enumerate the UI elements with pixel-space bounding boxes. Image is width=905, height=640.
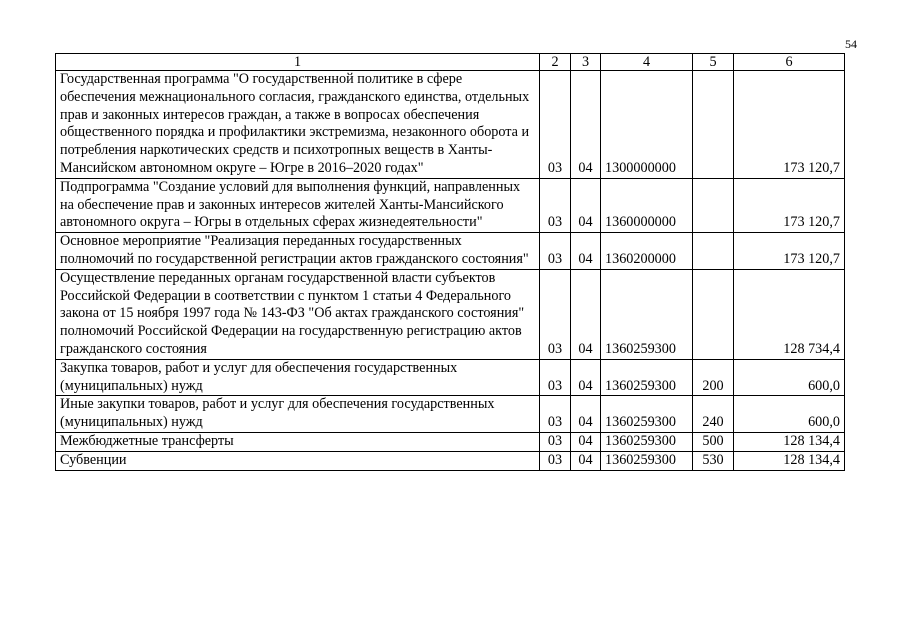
section-code: 03 [540, 178, 571, 232]
expense-type-code [693, 233, 734, 270]
section-code: 03 [540, 269, 571, 359]
amount: 173 120,7 [734, 178, 845, 232]
expense-type-code [693, 269, 734, 359]
target-article-code: 1360259300 [601, 359, 693, 396]
table-row [56, 396, 845, 433]
target-article-code: 1360259300 [601, 269, 693, 359]
table-row [56, 359, 845, 396]
row-name: Иные закупки товаров, работ и услуг для обеспечения государственных (муниципальных) нужд [56, 396, 540, 433]
amount: 600,0 [734, 359, 845, 396]
row-name: Подпрограмма "Создание условий для выполнения функций, направленных на обеспечение прав и законных интересов жителей Ханты-Мансийского автономного округа – Югры в отдельных сферах жизнедеятельности" [56, 178, 540, 232]
amount: 173 120,7 [734, 71, 845, 179]
target-article-code: 1360000000 [601, 178, 693, 232]
column-header: 6 [734, 54, 845, 71]
row-name: Межбюджетные трансферты [56, 432, 540, 451]
row-name: Основное мероприятие "Реализация переданных государственных полномочий по государственной регистрации актов гражданского состояния" [56, 233, 540, 270]
table-row [56, 451, 845, 470]
subsection-code: 04 [571, 451, 601, 470]
column-header: 3 [571, 54, 601, 71]
target-article-code: 1360259300 [601, 432, 693, 451]
target-article-code: 1360200000 [601, 233, 693, 270]
budget-table [55, 53, 845, 471]
subsection-code: 04 [571, 233, 601, 270]
table-row [56, 178, 845, 232]
table-header-row [56, 54, 845, 71]
subsection-code: 04 [571, 359, 601, 396]
amount: 128 734,4 [734, 269, 845, 359]
amount: 173 120,7 [734, 233, 845, 270]
page-number: 54 [845, 37, 857, 51]
target-article-code: 1360259300 [601, 396, 693, 433]
expense-type-code: 240 [693, 396, 734, 433]
target-article-code: 1360259300 [601, 451, 693, 470]
row-name: Закупка товаров, работ и услуг для обеспечения государственных (муниципальных) нужд [56, 359, 540, 396]
table-row [56, 432, 845, 451]
row-name: Государственная программа "О государственной политике в сфере обеспечения межнационального согласия, гражданского единства, отдельных прав и законных интересов граждан, а также в вопросах обеспечения общественного порядка и профилактики экстремизма, незаконного оборота и потребления наркотических средств и психотропных веществ в Ханты-Мансийском автономном округе – Югре в 2016–2020 годах" [56, 71, 540, 179]
expense-type-code [693, 71, 734, 179]
column-header: 5 [693, 54, 734, 71]
subsection-code: 04 [571, 269, 601, 359]
subsection-code: 04 [571, 71, 601, 179]
column-header: 4 [601, 54, 693, 71]
row-name: Субвенции [56, 451, 540, 470]
table-row [56, 71, 845, 179]
amount: 128 134,4 [734, 432, 845, 451]
table-row [56, 233, 845, 270]
row-name: Осуществление переданных органам государственной власти субъектов Российской Федерации в соответствии с пунктом 1 статьи 4 Федерального закона от 15 ноября 1997 года № 143-ФЗ "Об актах гражданского состояния" полномочий Российской Федерации на государственную регистрацию актов гражданского состояния [56, 269, 540, 359]
amount: 600,0 [734, 396, 845, 433]
section-code: 03 [540, 396, 571, 433]
section-code: 03 [540, 451, 571, 470]
expense-type-code: 200 [693, 359, 734, 396]
section-code: 03 [540, 71, 571, 179]
target-article-code: 1300000000 [601, 71, 693, 179]
subsection-code: 04 [571, 396, 601, 433]
expense-type-code [693, 178, 734, 232]
expense-type-code: 500 [693, 432, 734, 451]
section-code: 03 [540, 233, 571, 270]
table-row [56, 269, 845, 359]
column-header: 2 [540, 54, 571, 71]
column-header: 1 [56, 54, 540, 71]
amount: 128 134,4 [734, 451, 845, 470]
subsection-code: 04 [571, 432, 601, 451]
subsection-code: 04 [571, 178, 601, 232]
expense-type-code: 530 [693, 451, 734, 470]
section-code: 03 [540, 359, 571, 396]
section-code: 03 [540, 432, 571, 451]
